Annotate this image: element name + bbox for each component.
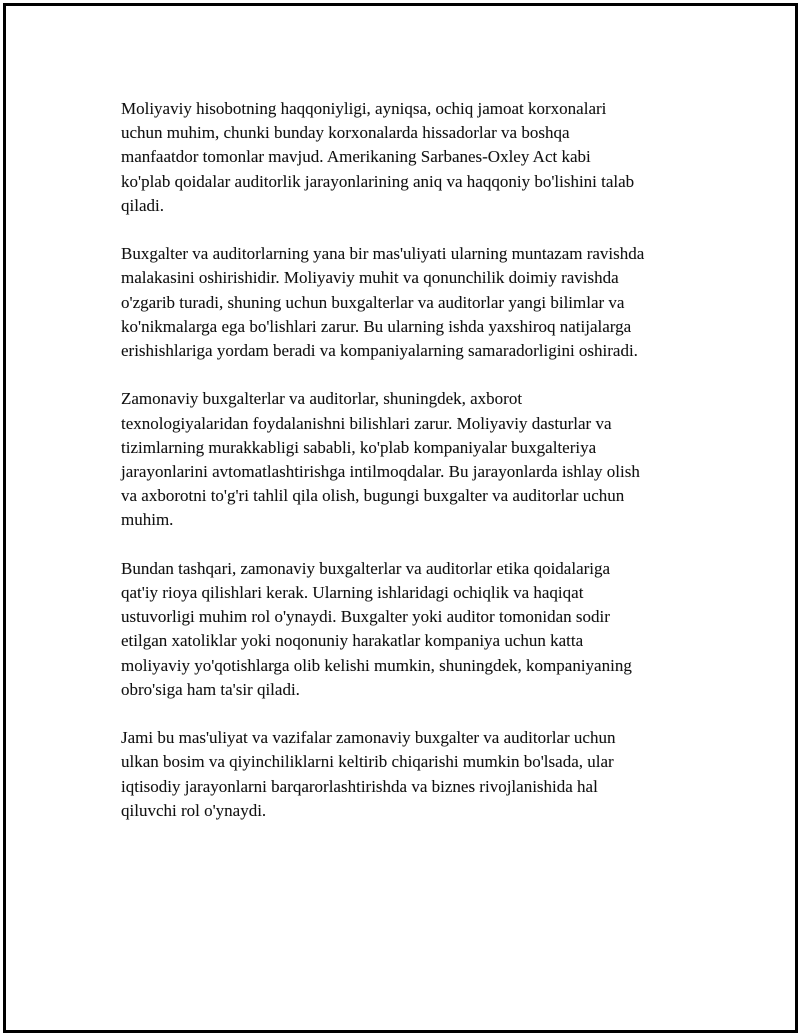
paragraph-2: Buxgalter va auditorlarning yana bir mas'uliyati ularning muntazam ravishda malakasini oshirishidir. Moliyaviy muhit va qonunchilik doimiy ravishda o'zgarib turadi, shuning uchun buxgalterlar va auditorlar yangi bilimlar va ko'nikmalarga ega bo'lishlari zarur. Bu ularning ishda yaxshiroq natijalarga erishishlariga yordam beradi va kompaniyalarning samaradorligini oshiradi. xyxy=(121,244,645,361)
paragraph-1: Moliyaviy hisobotning haqqoniyligi, ayniqsa, ochiq jamoat korxonalari uchun muhim, chunki bunday korxonalarda hissadorlar va boshqa manfaatdor tomonlar mavjud. Amerikaning Sarbanes-Oxley Act kabi ko'plab qoidalar auditorlik jarayonlarining aniq va haqqoniy bo'lishini talab qiladi. xyxy=(121,99,635,215)
paragraph-4: Bundan tashqari, zamonaviy buxgalterlar va auditorlar etika qoidalariga qat'iy rioya qilishlari kerak. Ularning ishlaridagi ochiqlik va haqiqat ustuvorligi muhim rol o'ynaydi. Buxgalter yoki auditor tomonidan sodir etilgan xatoliklar yoki noqonuniy harakatlar kompaniya uchun katta moliyaviy yo'qotishlarga olib kelishi mumkin, shuningdek, kompaniyaning obro'siga ham ta'sir qiladi. xyxy=(121,558,632,699)
document-body xyxy=(121,97,701,847)
paragraph-5: Jami bu mas'uliyat va vazifalar zamonaviy buxgalter va auditorlar uchun ulkan bosim va qiyinchiliklarni keltirib chiqarishi mumkin bo'lsada, ular iqtisodiy jarayonlarni barqarorlashtirishda va biznes rivojlanishida hal qiluvchi rol o'ynaydi. xyxy=(121,728,616,820)
paragraph-3: Zamonaviy buxgalterlar va auditorlar, shuningdek, axborot texnologiyalaridan foydalanishni bilishlari zarur. Moliyaviy dasturlar va tizimlarning murakkabligi sababli, ko'plab kompaniyalar buxgalteriya jarayonlarini avtomatlashtirishga intilmoqdalar. Bu jarayonlarda ishlay olish va axborotni to'g'ri tahlil qila olish, bugungi buxgalter va auditorlar uchun muhim. xyxy=(121,389,640,530)
document-page xyxy=(3,3,798,1033)
